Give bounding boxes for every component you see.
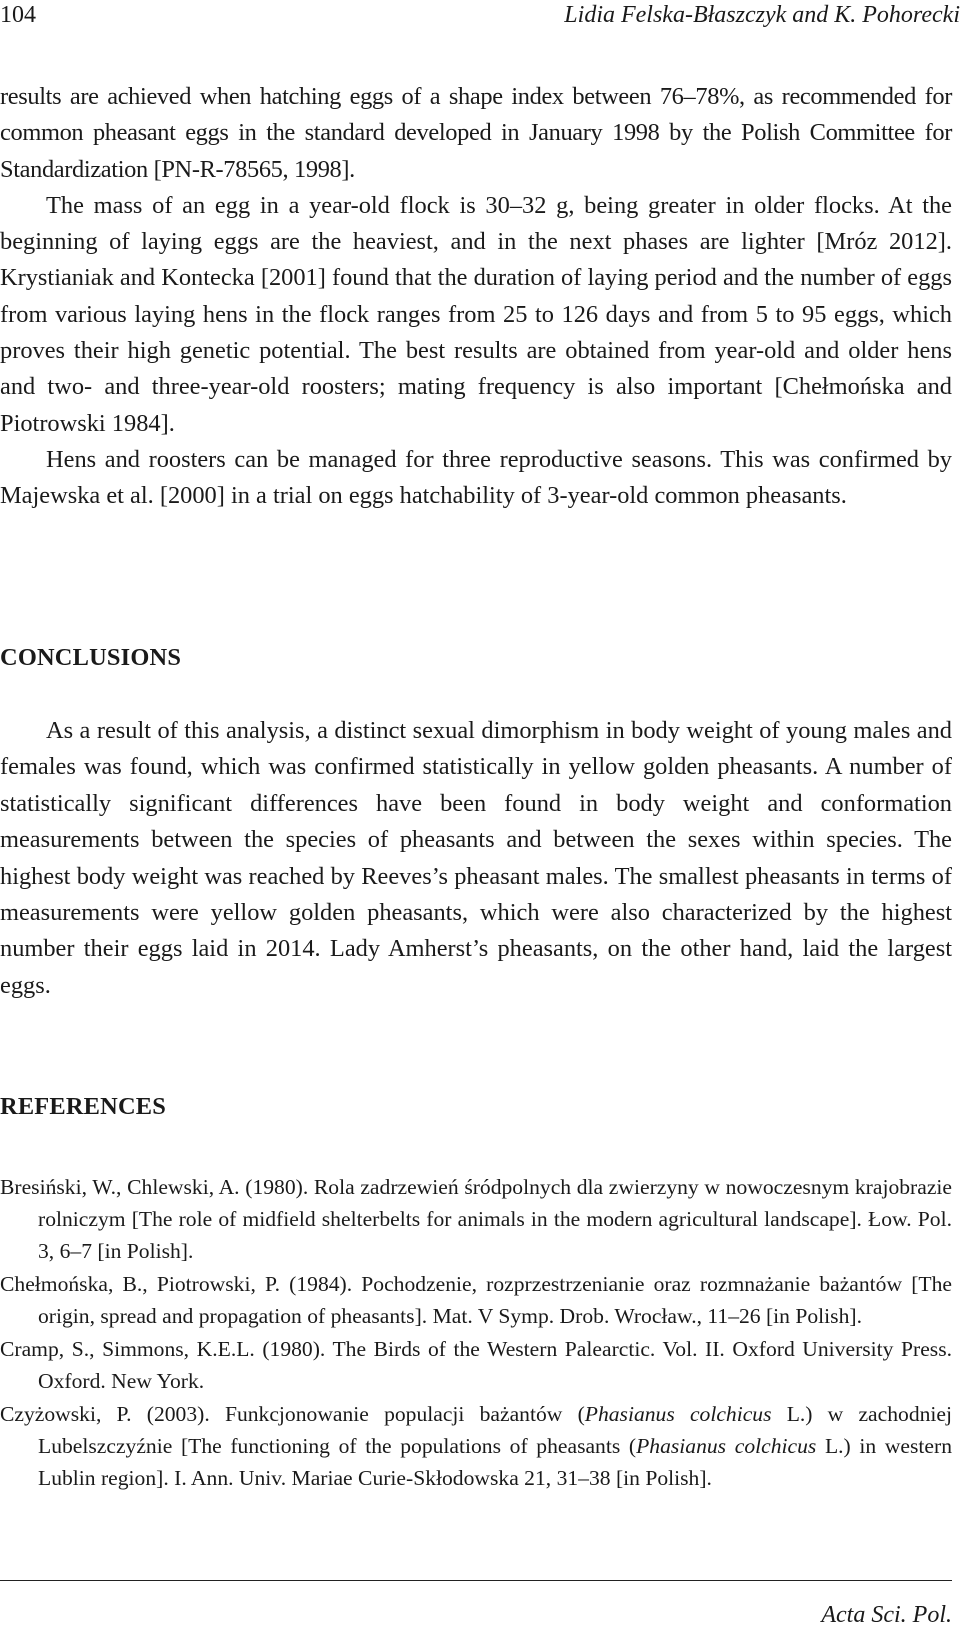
- running-head: Lidia Felska-Błaszczyk and K. Pohorecki: [564, 2, 960, 28]
- species-name: Phasianus colchicus: [584, 1402, 772, 1426]
- reference-text: Czyżowski, P. (2003). Funkcjonowanie populacji bażantów (: [0, 1402, 585, 1426]
- paragraph-1: results are achieved when hatching eggs of a shape index between 76–78%, as recommended for common pheasant eggs in the standard developed in January 1998 by the Polish Committee for Standardization [PN-R-78565, 1998].: [0, 83, 952, 183]
- page-header: [0, 2, 960, 38]
- conclusions-heading: CONCLUSIONS: [0, 644, 182, 671]
- references-heading: REFERENCES: [0, 1093, 166, 1120]
- reference-item: Chełmońska, B., Piotrowski, P. (1984). Pochodzenie, rozprzestrzenianie oraz rozmnażanie bażantów [The origin, spread and propagation of pheasants]. Mat. V Symp. Drob. Wrocław., 11–26 [in Polish].: [0, 1272, 952, 1328]
- references-list: [0, 1171, 952, 1495]
- reference-item: Cramp, S., Simmons, K.E.L. (1980). The Birds of the Western Palearctic. Vol. II. Oxford University Press. Oxford. New York.: [0, 1337, 952, 1393]
- reference-text: L.) in western Lublin region]. I. Ann. Univ. Mariae Curie-Skłodowska 21, 31–38 [in Polish].: [38, 1434, 952, 1490]
- conclusions-text: As a result of this analysis, a distinct sexual dimorphism in body weight of young males and females was found, which was confirmed statistically in yellow golden pheasants. A number of statistically significant differences have been found in body weight and conformation measurements between the species of pheasants and between the sexes within species. The highest body weight was reached by Reeves’s pheasant males. The smallest pheasants in terms of measurements were yellow golden pheasants, which were also characterized by the highest number their eggs laid in 2014. Lady Amherst’s pheasants, on the other hand, laid the largest eggs.: [0, 717, 952, 999]
- page-number: 104: [0, 2, 36, 28]
- paragraph-2: The mass of an egg in a year-old flock is 30–32 g, being greater in older flocks. At the beginning of laying eggs are the heaviest, and in the next phases are lighter [Mróz 2012]. Krystianiak and Kontecka [2001] found that the duration of laying period and the number of eggs from various laying hens in the flock ranges from 25 to 126 days and from 5 to 95 eggs, which proves their high genetic potential. The best results are obtained from year-old and older hens and two- and three-year-old roosters; mating frequency is also important [Chełmońska and Piotrowski 1984].: [0, 191, 952, 437]
- body-text: [0, 79, 952, 515]
- conclusions-section: [0, 713, 952, 1004]
- paragraph-3: Hens and roosters can be managed for three reproductive seasons. This was confirmed by Majewska et al. [2000] in a trial on eggs hatchability of 3-year-old common pheasants.: [0, 445, 952, 510]
- footer-rule: [0, 1580, 952, 1581]
- journal-footer: Acta Sci. Pol.: [821, 1602, 952, 1628]
- species-name: Phasianus colchicus: [636, 1434, 817, 1458]
- reference-text: L.) w zachodniej Lubelszczyźnie [The functioning of the populations of pheasants (: [38, 1402, 952, 1458]
- reference-item: Bresiński, W., Chlewski, A. (1980). Rola zadrzewień śródpolnych dla zwierzyny w nowoczesnym krajobrazie rolniczym [The role of midfield shelterbelts for animals in the modern agricultural landscape]. Łow. Pol. 3, 6–7 [in Polish].: [0, 1175, 952, 1263]
- reference-item: [0, 1398, 952, 1494]
